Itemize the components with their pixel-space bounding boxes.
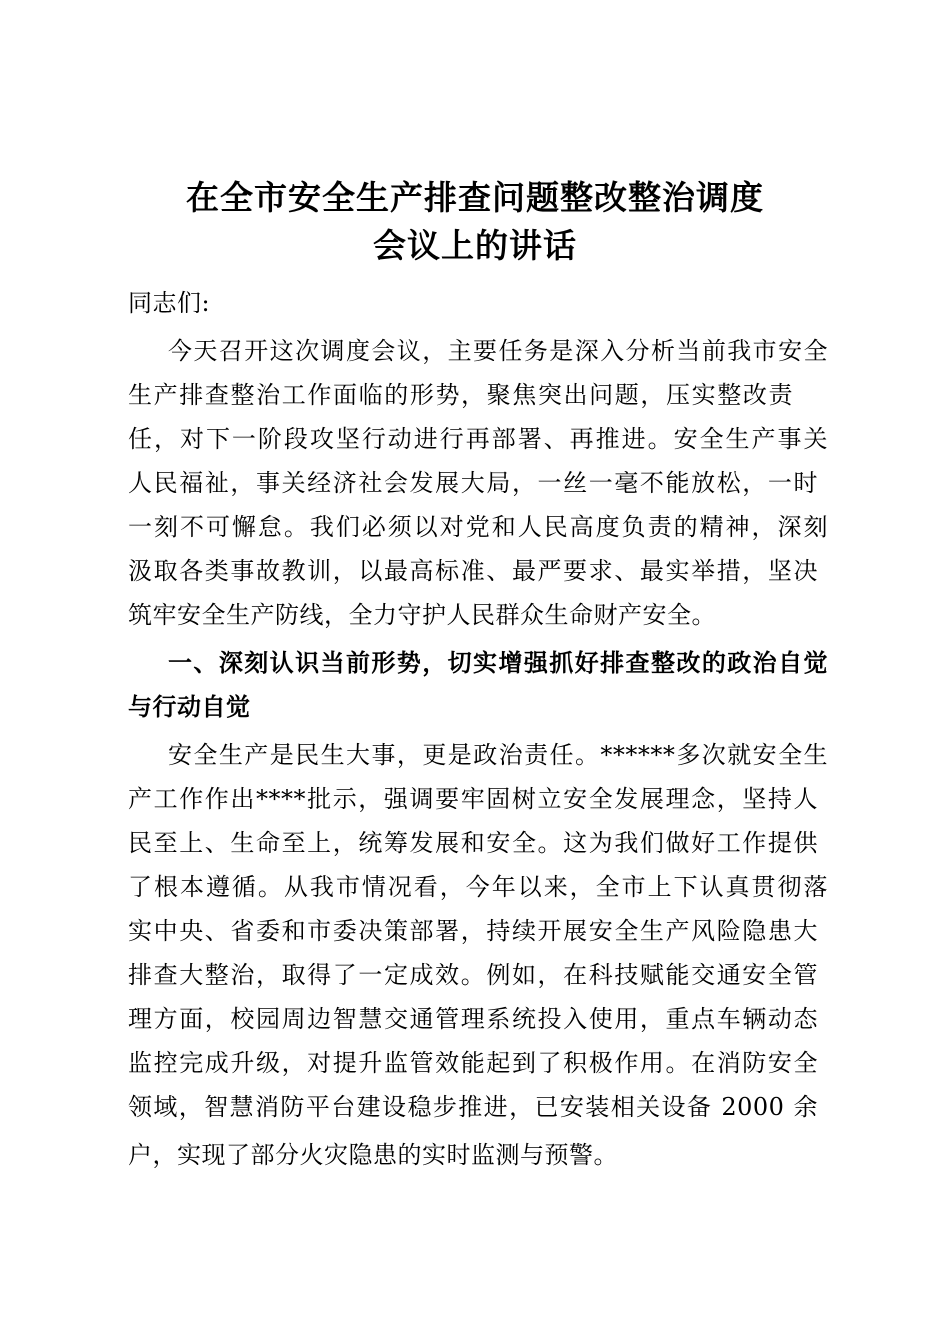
paragraph-line: 筑牢安全生产防线，全力守护人民群众生命财产安全。 xyxy=(128,601,716,629)
section-heading-line: 一、深刻认识当前形势，切实增强抓好排查整改的政治自觉 xyxy=(168,649,828,677)
paragraph-line: 排查大整治，取得了一定成效。例如，在科技赋能交通安全管 xyxy=(128,961,818,989)
paragraph-line: 任，对下一阶段攻坚行动进行再部署、再推进。安全生产事关 xyxy=(128,425,828,453)
paragraph-line: 领域，智慧消防平台建设稳步推进，已安装相关设备 2000 余 xyxy=(128,1093,818,1121)
greeting: 同志们: xyxy=(128,289,211,317)
document-title-line-1: 在全市安全生产排查问题整改整治调度 xyxy=(186,178,764,217)
paragraph-line: 产工作作出****批示，强调要牢固树立安全发展理念，坚持人 xyxy=(128,785,818,813)
paragraph-line: 户，实现了部分火灾隐患的实时监测与预警。 xyxy=(128,1141,618,1169)
paragraph-line: 汲取各类事故教训，以最高标准、最严要求、最实举措，坚决 xyxy=(128,557,818,585)
paragraph-line: 民至上、生命至上，统筹发展和安全。这为我们做好工作提供 xyxy=(128,829,818,857)
paragraph-line: 理方面，校园周边智慧交通管理系统投入使用，重点车辆动态 xyxy=(128,1005,818,1033)
document-title-line-2: 会议上的讲话 xyxy=(373,226,577,265)
paragraph-line: 一刻不可懈怠。我们必须以对党和人民高度负责的精神，深刻 xyxy=(128,513,828,541)
paragraph-line: 安全生产是民生大事，更是政治责任。******多次就安全生 xyxy=(168,741,828,769)
section-heading-line: 与行动自觉 xyxy=(128,693,251,721)
paragraph-line: 人民福祉，事关经济社会发展大局，一丝一毫不能放松，一时 xyxy=(128,469,818,497)
paragraph-line: 实中央、省委和市委决策部署，持续开展安全生产风险隐患大 xyxy=(128,917,818,945)
paragraph-line: 了根本遵循。从我市情况看，今年以来，全市上下认真贯彻落 xyxy=(128,873,828,901)
paragraph-line: 生产排查整治工作面临的形势，聚焦突出问题，压实整改责 xyxy=(128,381,793,409)
paragraph-line: 今天召开这次调度会议，主要任务是深入分析当前我市安全 xyxy=(168,337,828,365)
paragraph-line: 监控完成升级，对提升监管效能起到了积极作用。在消防安全 xyxy=(128,1049,818,1077)
